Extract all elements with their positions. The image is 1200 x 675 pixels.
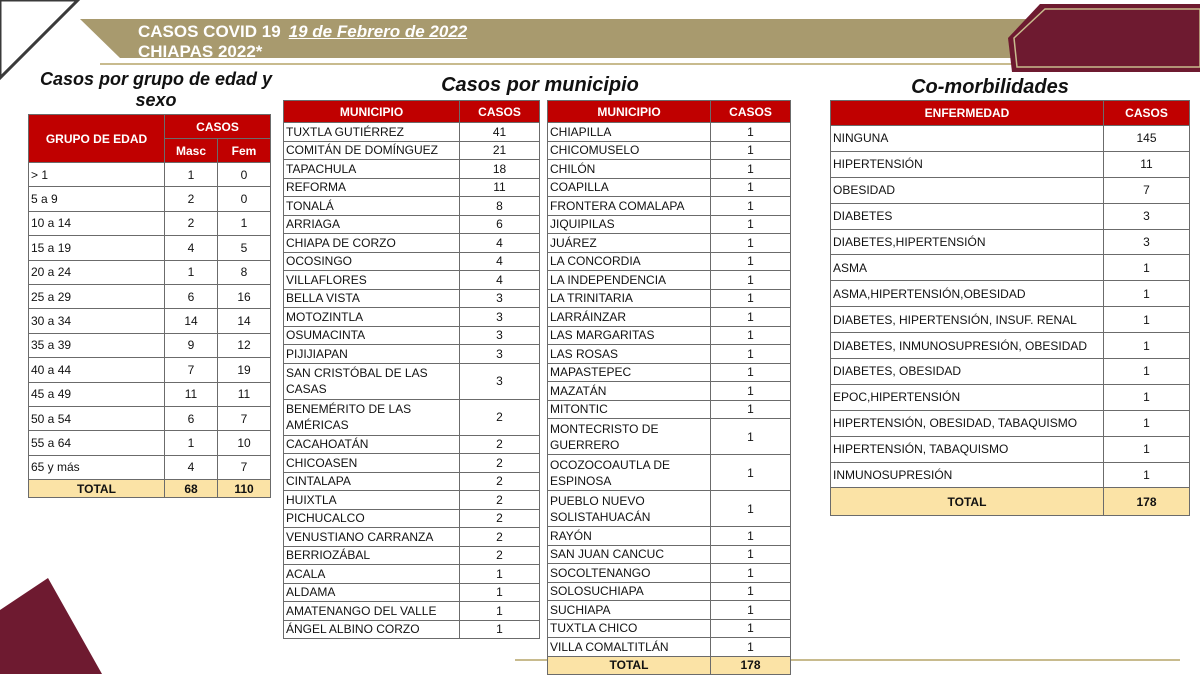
municipio-name: TUXTLA GUTIÉRREZ <box>284 123 460 142</box>
comorb-enfermedad: EPOC,HIPERTENSIÓN <box>831 384 1104 410</box>
municipio-row <box>284 602 540 621</box>
municipio-row <box>284 160 540 179</box>
comorb-row <box>831 410 1190 436</box>
municipio-row <box>548 527 791 546</box>
edad-fem: 16 <box>218 284 271 308</box>
municipio-casos: 1 <box>711 545 791 564</box>
comorb-casos: 3 <box>1104 229 1190 255</box>
municipio-name: MONTECRISTO DE GUERRERO <box>548 419 711 455</box>
municipio-row <box>284 252 540 271</box>
municipio-row <box>548 601 791 620</box>
municipio-name: TAPACHULA <box>284 160 460 179</box>
municipio-table-right <box>547 100 791 675</box>
edad-fem: 14 <box>218 309 271 333</box>
comorb-casos: 11 <box>1104 151 1190 177</box>
comorb-row <box>831 359 1190 385</box>
municipio-row <box>548 326 791 345</box>
comorb-casos: 1 <box>1104 255 1190 281</box>
municipio-row <box>284 363 540 399</box>
edad-masc: 1 <box>165 431 218 455</box>
municipio-casos: 1 <box>711 419 791 455</box>
municipio-name: COAPILLA <box>548 178 711 197</box>
municipio-name: REFORMA <box>284 178 460 197</box>
municipio-row <box>548 619 791 638</box>
edad-row <box>29 236 271 260</box>
edad-masc: 14 <box>165 309 218 333</box>
edad-row <box>29 455 271 479</box>
edad-masc: 4 <box>165 455 218 479</box>
municipio-name: LA TRINITARIA <box>548 289 711 308</box>
edad-header-masc: Masc <box>165 139 218 163</box>
comorb-row <box>831 436 1190 462</box>
municipio-total-label: TOTAL <box>548 656 711 674</box>
municipio-name: SOLOSUCHIAPA <box>548 582 711 601</box>
municipio-row <box>284 491 540 510</box>
municipio-casos: 2 <box>460 472 540 491</box>
comorb-enfermedad: HIPERTENSIÓN, OBESIDAD, TABAQUISMO <box>831 410 1104 436</box>
municipio-casos: 18 <box>460 160 540 179</box>
municipio-row <box>548 363 791 382</box>
municipio-name: ÁNGEL ALBINO CORZO <box>284 620 460 639</box>
comorb-casos: 1 <box>1104 410 1190 436</box>
municipio-name: BELLA VISTA <box>284 289 460 308</box>
municipio-row <box>548 564 791 583</box>
municipio-casos: 1 <box>711 326 791 345</box>
municipio-name: LARRÁINZAR <box>548 308 711 327</box>
municipio-row <box>548 382 791 401</box>
comorb-row <box>831 177 1190 203</box>
municipio-name: LAS MARGARITAS <box>548 326 711 345</box>
comorb-section-title: Co-morbilidades <box>911 76 1069 98</box>
municipio-name: MOTOZINTLA <box>284 308 460 327</box>
municipio-name: MAPASTEPEC <box>548 363 711 382</box>
municipio-name: OSUMACINTA <box>284 326 460 345</box>
municipio-name: SUCHIAPA <box>548 601 711 620</box>
municipio-row <box>284 345 540 364</box>
municipio-name: VILLA COMALTITLÁN <box>548 638 711 657</box>
municipio-name: PIJIJIAPAN <box>284 345 460 364</box>
municipio-name: ARRIAGA <box>284 215 460 234</box>
edad-masc: 11 <box>165 382 218 406</box>
municipio-name: HUIXTLA <box>284 491 460 510</box>
municipio-name: BERRIOZÁBAL <box>284 546 460 565</box>
comorb-casos: 1 <box>1104 462 1190 488</box>
edad-row <box>29 358 271 382</box>
municipio-casos: 6 <box>460 215 540 234</box>
edad-masc: 2 <box>165 187 218 211</box>
municipio-casos: 1 <box>711 197 791 216</box>
edad-section-title: Casos por grupo de edad y sexo <box>39 69 273 110</box>
municipio-name: VENUSTIANO CARRANZA <box>284 528 460 547</box>
municipio-casos: 3 <box>460 326 540 345</box>
municipio-casos: 3 <box>460 363 540 399</box>
municipio-row <box>284 326 540 345</box>
municipio-row <box>284 178 540 197</box>
municipio-casos: 1 <box>460 620 540 639</box>
comorb-header-casos: CASOS <box>1104 101 1190 126</box>
comorb-enfermedad: ASMA <box>831 255 1104 281</box>
edad-row <box>29 431 271 455</box>
municipio-casos: 1 <box>711 400 791 419</box>
edad-row <box>29 382 271 406</box>
edad-grupo: > 1 <box>29 163 165 187</box>
edad-masc: 6 <box>165 406 218 430</box>
municipio-name: AMATENANGO DEL VALLE <box>284 602 460 621</box>
edad-fem: 7 <box>218 406 271 430</box>
municipio-name: LAS ROSAS <box>548 345 711 364</box>
municipio-name: SAN JUAN CANCUC <box>548 545 711 564</box>
comorb-total-label: TOTAL <box>831 488 1104 516</box>
municipio-casos: 1 <box>711 178 791 197</box>
municipio-name: OCOSINGO <box>284 252 460 271</box>
municipio-casos: 1 <box>711 123 791 142</box>
comorb-casos: 1 <box>1104 359 1190 385</box>
municipio-casos: 11 <box>460 178 540 197</box>
municipio-total-value: 178 <box>711 656 791 674</box>
municipio-casos: 4 <box>460 234 540 253</box>
municipio-row <box>284 289 540 308</box>
edad-row <box>29 187 271 211</box>
edad-total-row <box>29 480 271 498</box>
municipio-row <box>548 160 791 179</box>
edad-masc: 1 <box>165 260 218 284</box>
municipio-row <box>548 582 791 601</box>
edad-fem: 8 <box>218 260 271 284</box>
municipio-row <box>284 399 540 435</box>
edad-masc: 6 <box>165 284 218 308</box>
municipio-casos: 4 <box>460 271 540 290</box>
municipio-casos: 2 <box>460 454 540 473</box>
municipio-row <box>284 472 540 491</box>
edad-grupo: 5 a 9 <box>29 187 165 211</box>
comorb-enfermedad: ASMA,HIPERTENSIÓN,OBESIDAD <box>831 281 1104 307</box>
municipio-name: TONALÁ <box>284 197 460 216</box>
comorb-row <box>831 229 1190 255</box>
edad-total-label: TOTAL <box>29 480 165 498</box>
comorb-casos: 7 <box>1104 177 1190 203</box>
municipio-row <box>284 215 540 234</box>
municipio-casos: 1 <box>711 234 791 253</box>
municipio-name: CHICOMUSELO <box>548 141 711 160</box>
municipio-name: CHIAPA DE CORZO <box>284 234 460 253</box>
municipio-casos: 1 <box>711 619 791 638</box>
comorb-enfermedad: OBESIDAD <box>831 177 1104 203</box>
edad-row <box>29 211 271 235</box>
municipio-row <box>284 509 540 528</box>
comorb-enfermedad: HIPERTENSIÓN <box>831 151 1104 177</box>
municipio-row <box>548 178 791 197</box>
header-date: 19 de Febrero de 2022 <box>288 22 468 41</box>
municipio-name: CHIAPILLA <box>548 123 711 142</box>
edad-row <box>29 163 271 187</box>
municipio-name: COMITÁN DE DOMÍNGUEZ <box>284 141 460 160</box>
municipio-name: BENEMÉRITO DE LAS AMÉRICAS <box>284 399 460 435</box>
municipio-row <box>548 271 791 290</box>
municipio-casos: 1 <box>711 141 791 160</box>
municipio-row <box>284 528 540 547</box>
edad-fem: 19 <box>218 358 271 382</box>
municipio-row <box>548 252 791 271</box>
municipio-row <box>284 583 540 602</box>
municipio-name: VILLAFLORES <box>284 271 460 290</box>
edad-grupo: 30 a 34 <box>29 309 165 333</box>
municipio-name: TUXTLA CHICO <box>548 619 711 638</box>
municipio-row <box>548 289 791 308</box>
municipio-casos: 1 <box>711 455 791 491</box>
municipio-casos: 8 <box>460 197 540 216</box>
edad-row <box>29 333 271 357</box>
municipio-name: SOCOLTENANGO <box>548 564 711 583</box>
municipio-casos: 3 <box>460 289 540 308</box>
municipio-casos: 1 <box>460 565 540 584</box>
edad-grupo: 25 a 29 <box>29 284 165 308</box>
comorb-enfermedad: DIABETES, OBESIDAD <box>831 359 1104 385</box>
comorb-casos: 1 <box>1104 436 1190 462</box>
edad-fem: 12 <box>218 333 271 357</box>
municipio-row <box>284 271 540 290</box>
municipio-name: FRONTERA COMALAPA <box>548 197 711 216</box>
edad-row <box>29 284 271 308</box>
comorb-table <box>830 100 1190 516</box>
municipio-casos: 2 <box>460 528 540 547</box>
comorb-casos: 1 <box>1104 333 1190 359</box>
municipio-name: JIQUIPILAS <box>548 215 711 234</box>
municipio-section-title: Casos por municipio <box>441 74 639 96</box>
municipio-row <box>284 454 540 473</box>
municipio-casos: 1 <box>711 582 791 601</box>
header-title-line2: CHIAPAS 2022* <box>138 42 263 61</box>
municipio-casos: 2 <box>460 509 540 528</box>
edad-total-masc: 68 <box>165 480 218 498</box>
municipio-casos: 1 <box>711 215 791 234</box>
edad-grupo: 65 y más <box>29 455 165 479</box>
edad-grupo: 40 a 44 <box>29 358 165 382</box>
edad-row <box>29 260 271 284</box>
edad-fem: 11 <box>218 382 271 406</box>
municipio-name: ALDAMA <box>284 583 460 602</box>
edad-masc: 7 <box>165 358 218 382</box>
municipio-name: OCOZOCOAUTLA DE ESPINOSA <box>548 455 711 491</box>
municipio-table-left <box>283 100 540 639</box>
comorb-enfermedad: DIABETES,HIPERTENSIÓN <box>831 229 1104 255</box>
municipio-casos: 1 <box>711 308 791 327</box>
edad-grupo: 15 a 19 <box>29 236 165 260</box>
municipio-row <box>548 215 791 234</box>
municipio-name: ACALA <box>284 565 460 584</box>
municipio-casos: 3 <box>460 308 540 327</box>
municipio-casos: 2 <box>460 435 540 454</box>
municipio-name: CACAHOATÁN <box>284 435 460 454</box>
municipio-casos: 1 <box>711 289 791 308</box>
header-title-line1: CASOS COVID 19 <box>138 22 281 41</box>
municipio-casos: 1 <box>460 602 540 621</box>
municipio-row <box>548 345 791 364</box>
comorb-enfermedad: DIABETES, INMUNOSUPRESIÓN, OBESIDAD <box>831 333 1104 359</box>
comorb-total-row <box>831 488 1190 516</box>
comorb-enfermedad: DIABETES, HIPERTENSIÓN, INSUF. RENAL <box>831 307 1104 333</box>
municipio-name: JUÁREZ <box>548 234 711 253</box>
comorb-row <box>831 333 1190 359</box>
edad-grupo: 35 a 39 <box>29 333 165 357</box>
municipio-row <box>548 197 791 216</box>
edad-masc: 1 <box>165 163 218 187</box>
municipio-casos: 2 <box>460 546 540 565</box>
comorb-enfermedad: HIPERTENSIÓN, TABAQUISMO <box>831 436 1104 462</box>
municipio-name: LA CONCORDIA <box>548 252 711 271</box>
comorb-row <box>831 281 1190 307</box>
comorb-row <box>831 203 1190 229</box>
municipio-name: CHICOASEN <box>284 454 460 473</box>
municipio-row <box>284 435 540 454</box>
edad-grupo: 10 a 14 <box>29 211 165 235</box>
municipio-name: CINTALAPA <box>284 472 460 491</box>
municipio-casos: 1 <box>711 638 791 657</box>
edad-masc: 9 <box>165 333 218 357</box>
edad-header-casos: CASOS <box>165 115 271 139</box>
comorb-row <box>831 462 1190 488</box>
comorb-casos: 3 <box>1104 203 1190 229</box>
header-title <box>138 22 467 62</box>
edad-masc: 4 <box>165 236 218 260</box>
municipio-row <box>284 565 540 584</box>
municipio-row <box>548 638 791 657</box>
municipio-name: CHILÓN <box>548 160 711 179</box>
municipio-header-casos: CASOS <box>711 101 791 123</box>
municipio-row <box>284 123 540 142</box>
municipio-casos: 1 <box>711 491 791 527</box>
municipio-casos: 1 <box>711 527 791 546</box>
municipio-row <box>548 455 791 491</box>
municipio-row <box>284 234 540 253</box>
municipio-row <box>548 491 791 527</box>
edad-grupo: 50 a 54 <box>29 406 165 430</box>
edad-grupo: 55 a 64 <box>29 431 165 455</box>
municipio-row <box>548 545 791 564</box>
municipio-name: SAN CRISTÓBAL DE LAS CASAS <box>284 363 460 399</box>
municipio-casos: 21 <box>460 141 540 160</box>
municipio-name: MAZATÁN <box>548 382 711 401</box>
comorb-row <box>831 307 1190 333</box>
municipio-row <box>284 308 540 327</box>
municipio-header-name: MUNICIPIO <box>548 101 711 123</box>
edad-row <box>29 309 271 333</box>
comorb-casos: 1 <box>1104 281 1190 307</box>
municipio-casos: 1 <box>711 382 791 401</box>
edad-fem: 0 <box>218 163 271 187</box>
comorb-casos: 1 <box>1104 307 1190 333</box>
comorb-enfermedad: NINGUNA <box>831 126 1104 152</box>
comorb-header-enfermedad: ENFERMEDAD <box>831 101 1104 126</box>
comorb-total-value: 178 <box>1104 488 1190 516</box>
edad-total-fem: 110 <box>218 480 271 498</box>
municipio-casos: 1 <box>460 583 540 602</box>
municipio-header-name: MUNICIPIO <box>284 101 460 123</box>
comorb-enfermedad: DIABETES <box>831 203 1104 229</box>
municipio-casos: 2 <box>460 491 540 510</box>
edad-table <box>28 114 271 498</box>
municipio-name: RAYÓN <box>548 527 711 546</box>
municipio-row <box>284 197 540 216</box>
municipio-row <box>548 123 791 142</box>
municipio-row <box>548 141 791 160</box>
municipio-casos: 1 <box>711 160 791 179</box>
edad-fem: 1 <box>218 211 271 235</box>
municipio-casos: 1 <box>711 252 791 271</box>
edad-fem: 5 <box>218 236 271 260</box>
municipio-row <box>548 234 791 253</box>
edad-grupo: 20 a 24 <box>29 260 165 284</box>
edad-fem: 10 <box>218 431 271 455</box>
municipio-casos: 4 <box>460 252 540 271</box>
edad-grupo: 45 a 49 <box>29 382 165 406</box>
municipio-name: LA INDEPENDENCIA <box>548 271 711 290</box>
municipio-casos: 1 <box>711 345 791 364</box>
municipio-casos: 1 <box>711 363 791 382</box>
edad-masc: 2 <box>165 211 218 235</box>
municipio-casos: 1 <box>711 564 791 583</box>
municipio-name: MITONTIC <box>548 400 711 419</box>
comorb-row <box>831 126 1190 152</box>
municipio-name: PUEBLO NUEVO SOLISTAHUACÁN <box>548 491 711 527</box>
municipio-row <box>284 620 540 639</box>
comorb-casos: 1 <box>1104 384 1190 410</box>
municipio-total-row <box>548 656 791 674</box>
comorb-row <box>831 255 1190 281</box>
municipio-name: PICHUCALCO <box>284 509 460 528</box>
municipio-row <box>284 141 540 160</box>
comorb-enfermedad: INMUNOSUPRESIÓN <box>831 462 1104 488</box>
municipio-casos: 1 <box>711 601 791 620</box>
municipio-casos: 2 <box>460 399 540 435</box>
edad-fem: 7 <box>218 455 271 479</box>
edad-row <box>29 406 271 430</box>
municipio-header-casos: CASOS <box>460 101 540 123</box>
municipio-casos: 41 <box>460 123 540 142</box>
comorb-row <box>831 384 1190 410</box>
municipio-casos: 1 <box>711 271 791 290</box>
municipio-casos: 3 <box>460 345 540 364</box>
comorb-casos: 145 <box>1104 126 1190 152</box>
comorb-row <box>831 151 1190 177</box>
municipio-row <box>284 546 540 565</box>
municipio-row <box>548 400 791 419</box>
municipio-row <box>548 308 791 327</box>
edad-fem: 0 <box>218 187 271 211</box>
edad-header-grupo: GRUPO DE EDAD <box>29 115 165 163</box>
edad-header-fem: Fem <box>218 139 271 163</box>
municipio-row <box>548 419 791 455</box>
